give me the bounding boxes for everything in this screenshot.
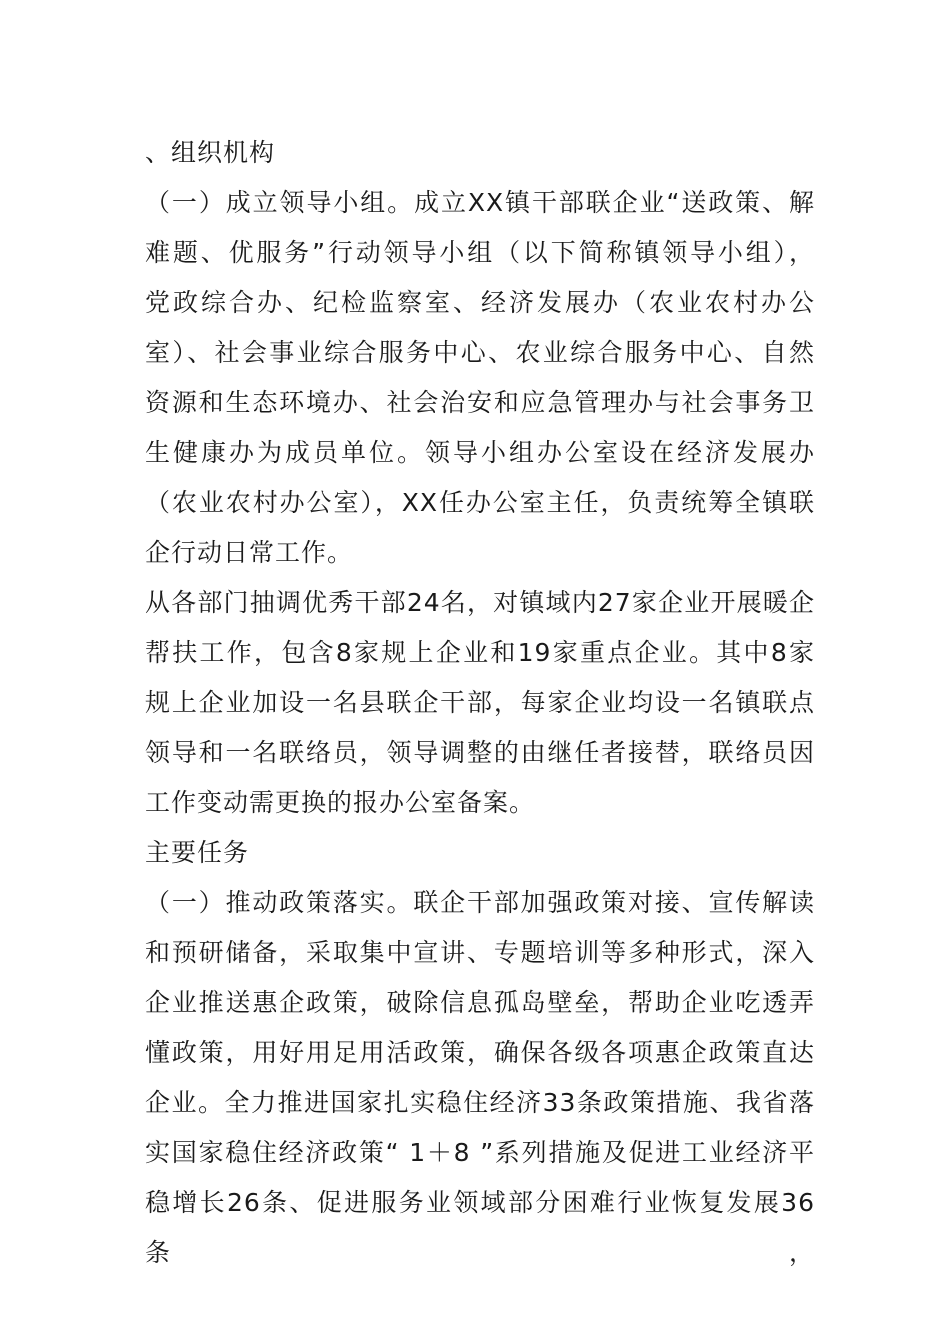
text-line: 规上企业加设一名县联企干部，每家企业均设一名镇联点 <box>145 688 815 717</box>
text-line: 实国家稳住经济政策“ 1＋8 ”系列措施及促进工业经济平 <box>145 1138 815 1167</box>
text-line: 工作变动需更换的报办公室备案。 <box>145 788 536 817</box>
document-body <box>145 128 815 1267</box>
text-line: 懂政策，用好用足用活政策，确保各级各项惠企政策直达 <box>145 1038 815 1067</box>
text-line: （一）推动政策落实。联企干部加强政策对接、宣传解读 <box>145 888 815 917</box>
text-line: 、组织机构 <box>145 138 276 167</box>
text-line: 和预研储备，采取集中宣讲、专题培训等多种形式，深入 <box>145 938 815 967</box>
text-line: 企业。全力推进国家扎实稳住经济33条政策措施、我省落 <box>145 1088 815 1117</box>
text-line: 帮扶工作，包含8家规上企业和19家重点企业。其中8家 <box>145 638 815 667</box>
text-line: 企行动日常工作。 <box>145 538 354 567</box>
text-line: 从各部门抽调优秀干部24名，对镇域内27家企业开展暖企 <box>145 588 815 617</box>
text-line: 难题、优服务”行动领导小组（以下简称镇领导小组）， <box>145 238 815 267</box>
text-line: 党政综合办、纪检监察室、经济发展办（农业农村办公 <box>145 288 815 317</box>
text-line: 生健康办为成员单位。领导小组办公室设在经济发展办 <box>145 438 815 467</box>
text-line: 资源和生态环境办、社会治安和应急管理办与社会事务卫 <box>145 388 815 417</box>
text-line: 室）、社会事业综合服务中心、农业综合服务中心、自然 <box>145 338 815 367</box>
section-heading: 主要任务 <box>145 838 250 867</box>
text-line: 稳增长26条、促进服务业领域部分困难行业恢复发展36条， <box>145 1188 815 1267</box>
text-line: 领导和一名联络员，领导调整的由继任者接替，联络员因 <box>145 738 815 767</box>
text-line: （一）成立领导小组。成立XX镇干部联企业“送政策、解 <box>145 188 815 217</box>
text-line: 企业推送惠企政策，破除信息孤岛壁垒，帮助企业吃透弄 <box>145 988 815 1017</box>
text-line: （农业农村办公室），XX任办公室主任，负责统筹全镇联 <box>145 488 815 517</box>
